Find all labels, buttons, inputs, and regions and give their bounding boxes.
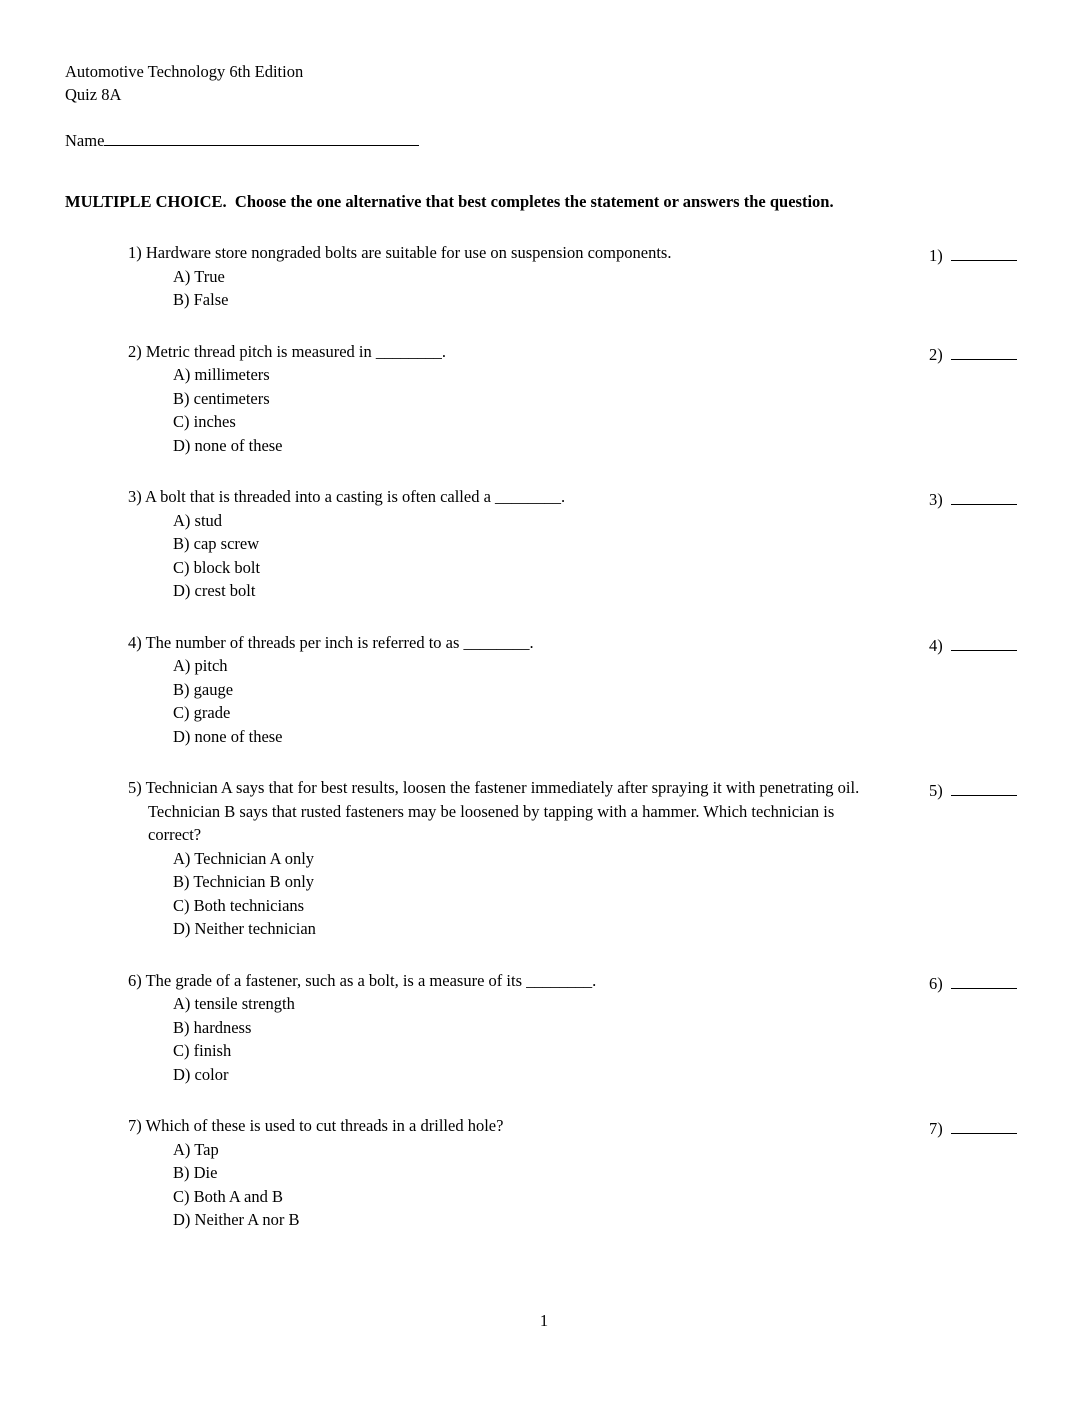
choice: B) centimeters	[173, 388, 270, 408]
answer-blank-1[interactable]	[951, 241, 1017, 261]
question-number: 1)	[128, 243, 142, 262]
choice: B) Technician B only	[173, 872, 315, 891]
question-number: 2)	[128, 341, 142, 361]
question-number: 4)	[128, 632, 142, 652]
answer-number: 3)	[929, 490, 943, 509]
question-number: 7)	[128, 1116, 142, 1135]
choice: A) Technician A only	[173, 848, 315, 868]
choices	[173, 847, 890, 941]
name-blank[interactable]	[104, 128, 419, 146]
page-number: 1	[539, 1310, 549, 1330]
answer-number: 2)	[929, 344, 943, 364]
choices	[173, 992, 890, 1086]
choice: C) Both A and B	[173, 1186, 284, 1206]
question-text: A bolt that is threaded into a casting is often called a ________.	[144, 487, 566, 506]
doc-title: Automotive Technology 6th Edition	[65, 62, 304, 81]
answer-number: 6)	[929, 973, 943, 993]
answer-blank-4[interactable]	[951, 631, 1017, 651]
choice: D) none of these	[173, 726, 283, 746]
choice: A) pitch	[173, 656, 228, 675]
answer-number: 1)	[929, 246, 943, 265]
choice: C) grade	[173, 703, 231, 722]
choices	[173, 509, 890, 603]
choices	[173, 1138, 890, 1232]
answer-number: 5)	[929, 781, 943, 800]
answer-slot	[929, 485, 1024, 512]
choices	[173, 363, 890, 457]
choice: C) Both technicians	[173, 895, 305, 915]
quiz-number: Quiz 8A	[65, 85, 122, 104]
answer-blank-5[interactable]	[951, 776, 1017, 796]
question-text: Hardware store nongraded bolts are suitable for use on suspension components.	[145, 243, 672, 262]
question-2	[65, 340, 1024, 458]
question-7	[65, 1114, 1024, 1232]
question-5	[65, 776, 1024, 941]
name-label: Name	[65, 131, 105, 150]
answer-slot	[929, 776, 1024, 803]
choice: D) Neither technician	[173, 919, 316, 938]
answer-blank-2[interactable]	[951, 340, 1017, 360]
choice: B) cap screw	[173, 534, 260, 553]
answer-blank-3[interactable]	[951, 485, 1017, 505]
answer-slot	[929, 631, 1024, 658]
choices	[173, 265, 890, 312]
choice: A) stud	[173, 510, 223, 530]
choice: B) False	[173, 290, 229, 309]
answer-slot	[929, 340, 1024, 367]
choice: D) none of these	[173, 435, 283, 455]
section-heading: MULTIPLE CHOICE. Choose the one alternative that best completes the statement or answers the question.	[65, 191, 834, 211]
choice: A) tensile strength	[173, 994, 295, 1013]
choice: D) color	[173, 1064, 229, 1084]
choice: A) millimeters	[173, 365, 270, 384]
question-4	[65, 631, 1024, 749]
choice: C) inches	[173, 412, 236, 431]
choice: C) finish	[173, 1041, 232, 1060]
choice: D) crest bolt	[173, 581, 256, 600]
choice: A) True	[173, 266, 225, 286]
answer-number: 4)	[929, 635, 943, 655]
choice: C) block bolt	[173, 557, 261, 577]
question-number: 5)	[128, 778, 142, 797]
answer-slot	[929, 969, 1024, 996]
choice: D) Neither A nor B	[173, 1210, 300, 1229]
answer-slot	[929, 241, 1024, 268]
question-6	[65, 969, 1024, 1087]
choice: B) gauge	[173, 679, 234, 699]
question-list	[65, 241, 1024, 1232]
question-1	[65, 241, 1024, 312]
question-text: Technician A says that for best results, loosen the fastener immediately after spraying it with penetrating oil. Technician B says that rusted fasteners may be loosened by tapping with a hammer. Which technician is correct?	[145, 778, 860, 844]
choices	[173, 654, 890, 748]
question-text: Metric thread pitch is measured in ________.	[145, 341, 447, 361]
doc-header	[65, 60, 1024, 106]
question-number: 3)	[128, 487, 142, 506]
question-number: 6)	[128, 970, 142, 990]
choice: B) hardness	[173, 1017, 252, 1037]
answer-number: 7)	[929, 1119, 943, 1138]
choice: A) Tap	[173, 1139, 219, 1159]
name-row	[65, 128, 1024, 153]
answer-blank-6[interactable]	[951, 969, 1017, 989]
question-text: The grade of a fastener, such as a bolt, is a measure of its ________.	[145, 970, 597, 990]
question-3	[65, 485, 1024, 603]
question-text: The number of threads per inch is referred to as ________.	[145, 632, 534, 652]
answer-slot	[929, 1114, 1024, 1141]
question-text: Which of these is used to cut threads in a drilled hole?	[145, 1116, 504, 1135]
answer-blank-7[interactable]	[951, 1114, 1017, 1134]
choice: B) Die	[173, 1163, 218, 1182]
